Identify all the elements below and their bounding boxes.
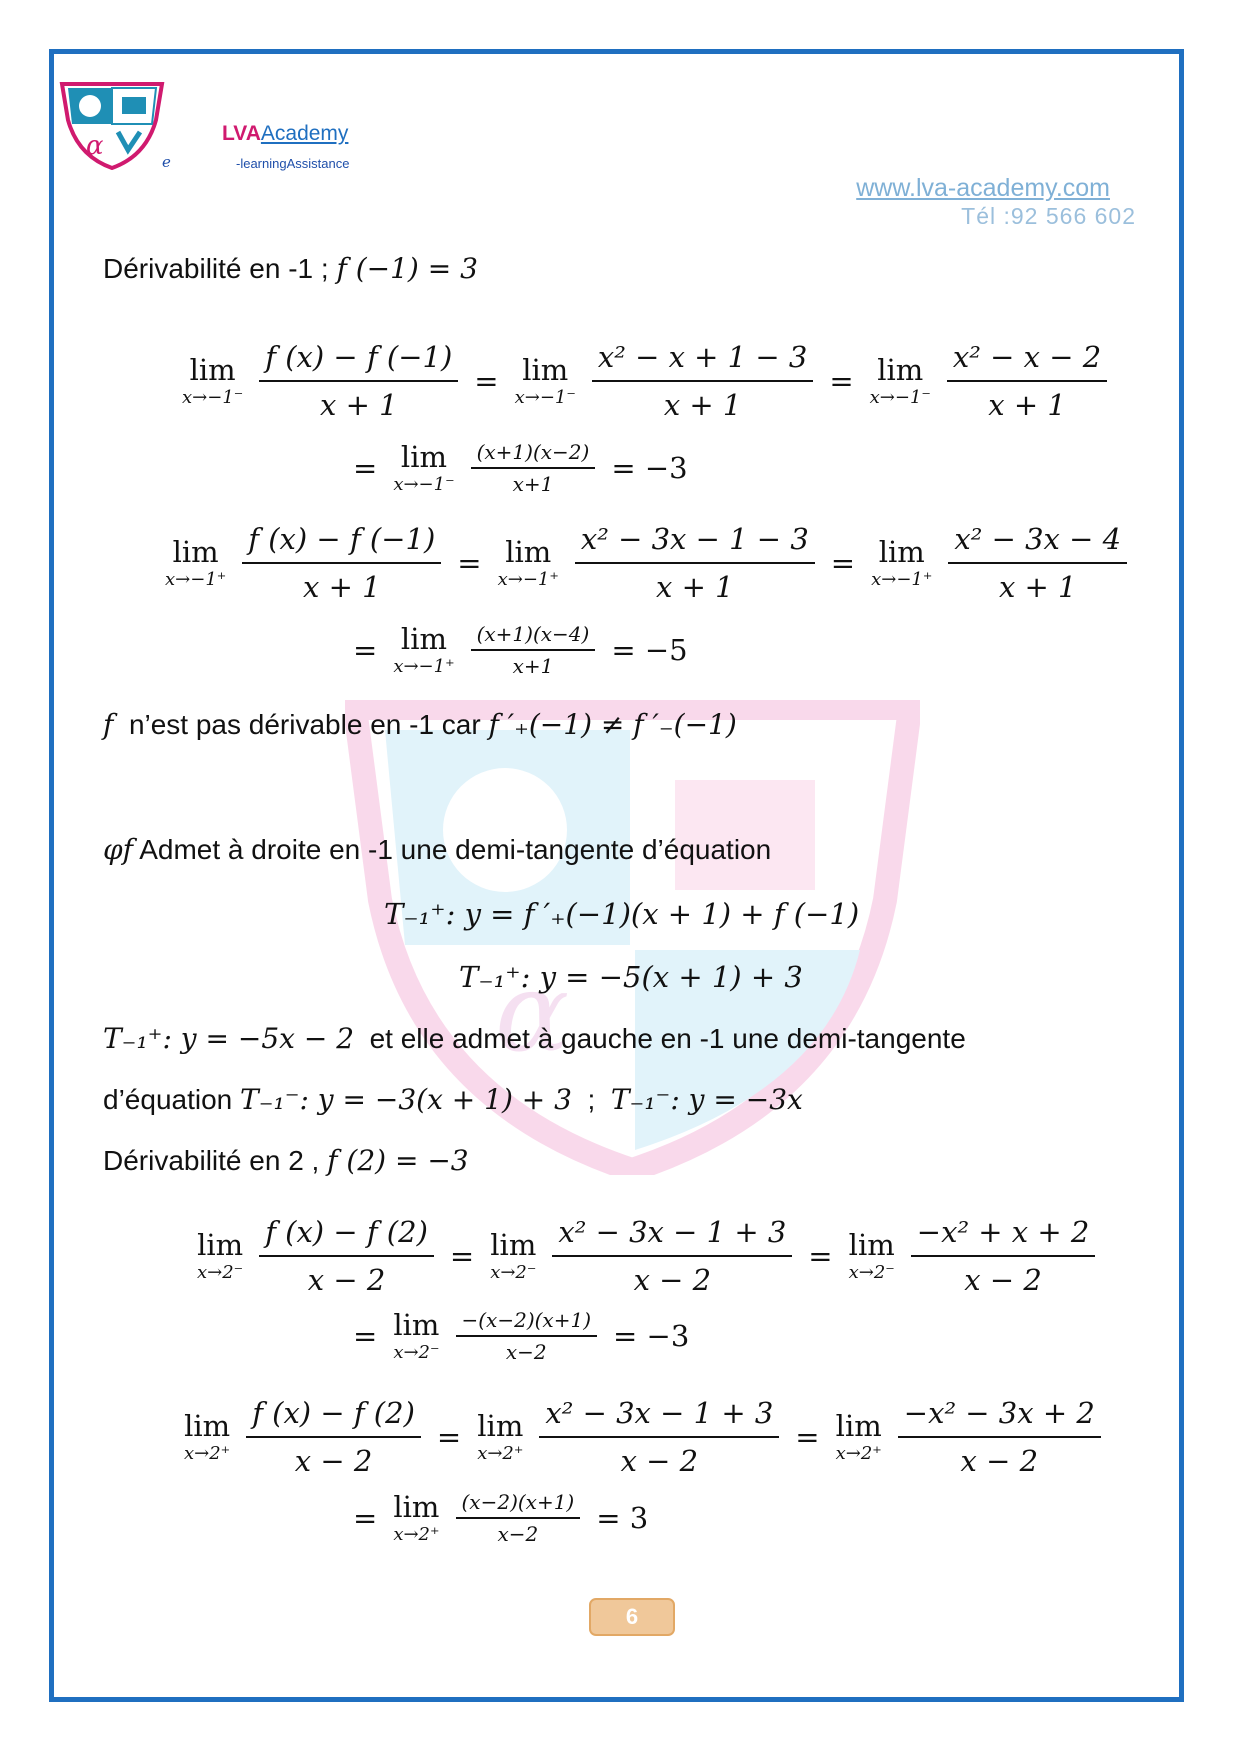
page-number: 6 <box>589 1598 675 1636</box>
limit-line-1 <box>182 340 1123 422</box>
limit-line-3 <box>165 522 1143 604</box>
section-value: f (2) = −3 <box>327 1144 469 1177</box>
statement-math: T₋₁⁺: y = −5x − 2 <box>103 1022 355 1055</box>
limit-operator: lim x→−1⁺ <box>165 534 227 590</box>
result: = −3 <box>613 1319 690 1353</box>
separator: ; <box>587 1084 596 1115</box>
curve-symbol: φf <box>103 833 133 866</box>
limit-operator: lim x→−1⁻ <box>514 352 576 408</box>
limit-operator: lim x→2⁺ <box>477 1408 524 1464</box>
fraction: $\frac{\text{x² − x + 1 − 3}}{x + 1}$ <box>592 340 813 422</box>
section-value: f (−1) = 3 <box>336 252 478 285</box>
svg-text:α: α <box>495 948 570 1076</box>
equals-sign: = <box>353 1319 378 1353</box>
equals-sign: = <box>449 1239 475 1273</box>
section-derivability-minus1 <box>103 252 478 285</box>
fraction: $\frac{f (x) - f (2)}{x - 2}$ <box>259 1215 434 1297</box>
limit-operator: lim x→2⁺ <box>393 1489 440 1545</box>
fraction: $\frac{f (x) - f (2)}{x - 2}$ <box>246 1396 421 1478</box>
brand-tagline: -learningAssistance <box>236 156 350 171</box>
statement-math: T₋₁⁻: y = −3(x + 1) + 3 <box>240 1083 572 1116</box>
result: = −3 <box>611 451 688 485</box>
limit-operator: lim x→2⁻ <box>490 1227 537 1283</box>
statement-text: et elle admet à gauche en -1 une demi-tangente <box>369 1023 966 1054</box>
limit-operator: lim x→−1⁻ <box>869 352 931 408</box>
fraction: $\frac{\text{x² − 3x − 1 − 3}}{x + 1}$ <box>575 522 815 604</box>
tangent-equation-1: T₋₁⁺: y = f ′₊(−1)(x + 1) + f (−1) <box>384 897 860 931</box>
fraction: $\frac{f (x) - f (-1)}{x + 1}$ <box>242 522 441 604</box>
svg-text:α: α <box>86 131 104 161</box>
section-label: Dérivabilité en -1 ; <box>103 253 329 284</box>
limit-operator: lim x→2⁺ <box>835 1408 882 1464</box>
brand-e: e <box>162 153 171 171</box>
limit-line-4 <box>353 622 704 678</box>
fraction: $\frac{(x+1)(x-4)}{x+1}$ <box>471 622 596 678</box>
fraction: $\frac{\text{x² − 3x − 1 + 3}}{x - 2}$ <box>539 1396 779 1478</box>
limit-operator: lim x→−1⁺ <box>497 534 559 590</box>
tangent-equation-3 <box>103 1022 966 1055</box>
fraction: $\frac{\text{x² − 3x − 4}}{x + 1}$ <box>948 522 1127 604</box>
fraction: $\frac{f (x) - f (-1)}{x + 1}$ <box>259 340 458 422</box>
phone-number: Tél :92 566 602 <box>961 203 1136 229</box>
statement-math: f ′₊(−1) ≠ f ′₋(−1) <box>488 708 737 741</box>
left-tangent-equation <box>103 1083 803 1116</box>
limit-line-5 <box>197 1215 1111 1297</box>
equals-sign: = <box>353 633 378 667</box>
limit-operator: lim x→2⁻ <box>848 1227 895 1283</box>
limit-operator: lim x→−1⁺ <box>871 534 933 590</box>
equals-sign: = <box>474 364 499 398</box>
not-differentiable-statement <box>103 708 737 741</box>
limit-operator: lim x→2⁻ <box>393 1307 440 1363</box>
limit-operator: lim x→2⁺ <box>184 1408 231 1464</box>
limit-line-2 <box>353 440 704 496</box>
statement-math: T₋₁⁻: y = −3x <box>610 1083 803 1116</box>
half-tangent-statement <box>103 833 771 866</box>
equals-sign: = <box>830 546 856 580</box>
tangent-equation-2: T₋₁⁺: y = −5(x + 1) + 3 <box>459 960 803 994</box>
result: = 3 <box>596 1501 649 1535</box>
section-derivability-2 <box>103 1144 469 1177</box>
fraction: $\frac{\text{x² − 3x − 1 + 3}}{x - 2}$ <box>552 1215 792 1297</box>
equals-sign: = <box>353 451 378 485</box>
limit-operator: lim x→−1⁻ <box>182 352 244 408</box>
limit-operator: lim x→−1⁺ <box>393 621 455 677</box>
brand-name: LVAAcademy <box>222 122 349 145</box>
lva-logo <box>58 80 166 170</box>
equals-sign: = <box>808 1239 833 1273</box>
statement-label: d’équation <box>103 1084 233 1115</box>
website-link[interactable]: www.lva-academy.com <box>856 174 1110 202</box>
fraction: $\frac{(x+1)(x-2)}{x+1}$ <box>471 440 596 496</box>
limit-operator: lim x→2⁻ <box>197 1227 244 1283</box>
equals-sign: = <box>436 1420 462 1454</box>
fraction: $\frac{\text{−x² − 3x + 2}}{x - 2}$ <box>898 1396 1101 1478</box>
fraction: $\frac{\text{−x² + x + 2}}{x - 2}$ <box>911 1215 1096 1297</box>
limit-line-8 <box>353 1490 664 1546</box>
fraction: $\frac{-(x-2)(x+1)}{x-2}$ <box>456 1308 598 1364</box>
limit-line-7 <box>184 1396 1117 1478</box>
fraction: $\frac{\text{x² − x − 2}}{x + 1}$ <box>947 340 1107 422</box>
function-name: f <box>103 708 114 741</box>
fraction: $\frac{(x-2)(x+1)}{x-2}$ <box>456 1490 581 1546</box>
section-label: Dérivabilité en 2 , <box>103 1145 320 1176</box>
result: = −5 <box>611 633 688 667</box>
statement-text: Admet à droite en -1 une demi-tangente d’équation <box>139 834 772 865</box>
limit-line-6 <box>353 1308 705 1364</box>
statement-text: n’est pas dérivable en -1 car <box>128 709 481 740</box>
equals-sign: = <box>353 1501 378 1535</box>
equals-sign: = <box>795 1420 820 1454</box>
equals-sign: = <box>829 364 854 398</box>
limit-operator: lim x→−1⁻ <box>393 439 455 495</box>
equals-sign: = <box>457 546 482 580</box>
